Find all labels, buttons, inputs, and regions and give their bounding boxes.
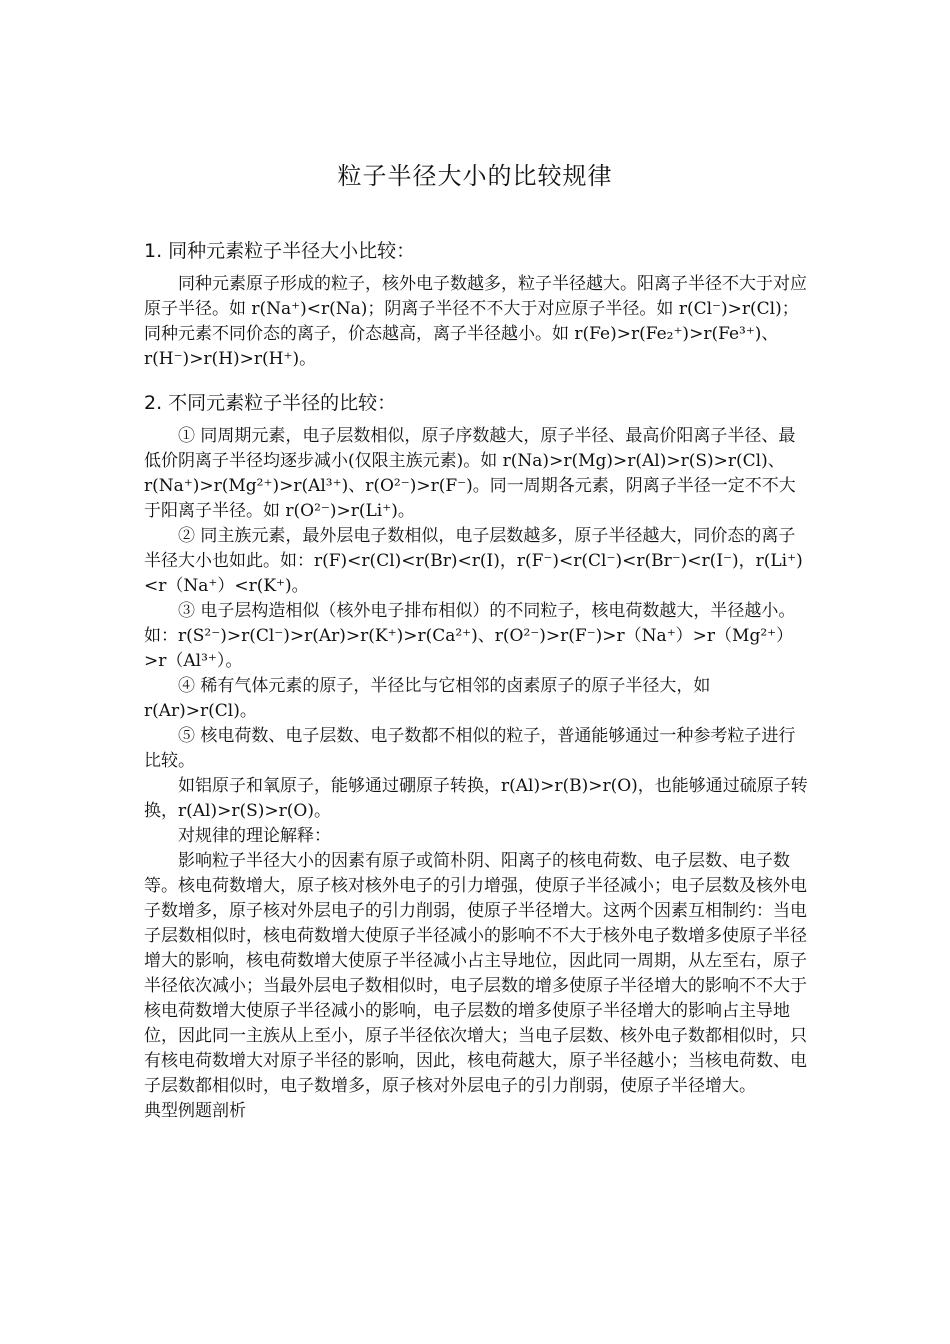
rule-3-paragraph: ③ 电子层构造相似（核外电子排布相似）的不同粒子，核电荷数越大，半径越小。如：r(S²⁻)>r(Cl⁻)>r(Ar)>r(K⁺)>r(Ca²⁺)、r(O²⁻)>r(F⁻)>r（Na⁺）>r（Mg²⁺）>r（Al³⁺）。: [144, 601, 796, 671]
section-1-heading: 1. 同种元素粒子半径大小比较：: [144, 240, 416, 262]
rule-2-paragraph: ② 同主族元素，最外层电子数相似，电子层数越多，原子半径越大，同价态的离子半径大小也如此。如：r(F)<r(Cl)<r(Br)<r(I)，r(F⁻)<r(Cl⁻)<r(Br⁻)<r(I⁻)，r(Li⁺)<r（Na⁺）<r(K⁺)。: [144, 526, 803, 596]
example-paragraph: 如铝原子和氧原子，能够通过硼原子转换，r(Al)>r(B)>r(O)，也能够通过硫原子转换，r(Al)>r(S)>r(O)。: [144, 776, 808, 821]
section-1-paragraph: 同种元素原子形成的粒子，核外电子数越多，粒子半径越大。阳离子半径不大于对应原子半径。如 r(Na⁺)<r(Na)；阴离子半径不不大于对应原子半径。如 r(Cl⁻)>r(Cl)；同种元素不同价态的离子，价态越高，离子半径越小。如 r(Fe)>r(Fe₂⁺)>r(Fe³⁺)、r(H⁻)>r(H)>r(H⁺)。: [144, 274, 807, 369]
rule-1-paragraph: ① 同周期元素，电子层数相似，原子序数越大，原子半径、最高价阳离子半径、最低价阴离子半径均逐步减小(仅限主族元素)。如 r(Na)>r(Mg)>r(Al)>r(S)>r(Cl)、r(Na⁺)>r(Mg²⁺)>r(Al³⁺)、r(O²⁻)>r(F⁻)。同一周期各元素，阴离子半径一定不不大于阳离子半径。如 r(O²⁻)>r(Li⁺)。: [144, 426, 796, 521]
typical-examples-label: 典型例题剖析: [144, 1101, 246, 1121]
explanation-heading: 对规律的理论解释：: [178, 826, 331, 846]
rule-5-paragraph: ⑤ 核电荷数、电子层数、电子数都不相似的粒子，普通能够通过一种参考粒子进行比较。: [144, 726, 796, 771]
section-1-body: [144, 272, 810, 372]
document-title: 粒子半径大小的比较规律: [337, 162, 613, 190]
explanation-paragraph: 影响粒子半径大小的因素有原子或简朴阴、阳离子的核电荷数、电子层数、电子数等。核电荷数增大，原子核对核外电子的引力增强，使原子半径减小；电子层数及核外电子数增多，原子核对外层电子的引力削弱，使原子半径增大。这两个因素互相制约：当电子层数相似时，核电荷数增大使原子半径减小的影响不不大于核外电子数增多使原子半径增大的影响，核电荷数增大使原子半径减小占主导地位，因此同一周期，从左至右，原子半径依次减小；当最外层电子数相似时，电子层数的增多使原子半径增大的影响不不大于核电荷数增大使原子半径减小的影响，电子层数的增多使原子半径增大的影响占主导地位，因此同一主族从上至小，原子半径依次增大；当电子层数、核外电子数都相似时，只有核电荷数增大对原子半径的影响，因此，核电荷越大，原子半径越小；当核电荷数、电子层数都相似时，电子数增多，原子核对外层电子的引力削弱，使原子半径增大。: [144, 851, 807, 1096]
section-2-heading: 2. 不同元素粒子半径的比较：: [144, 392, 397, 414]
rule-4-paragraph: ④ 稀有气体元素的原子，半径比与它相邻的卤素原子的原子半径大，如 r(Ar)>r(Cl)。: [144, 676, 711, 721]
section-2-body: [144, 424, 810, 1124]
